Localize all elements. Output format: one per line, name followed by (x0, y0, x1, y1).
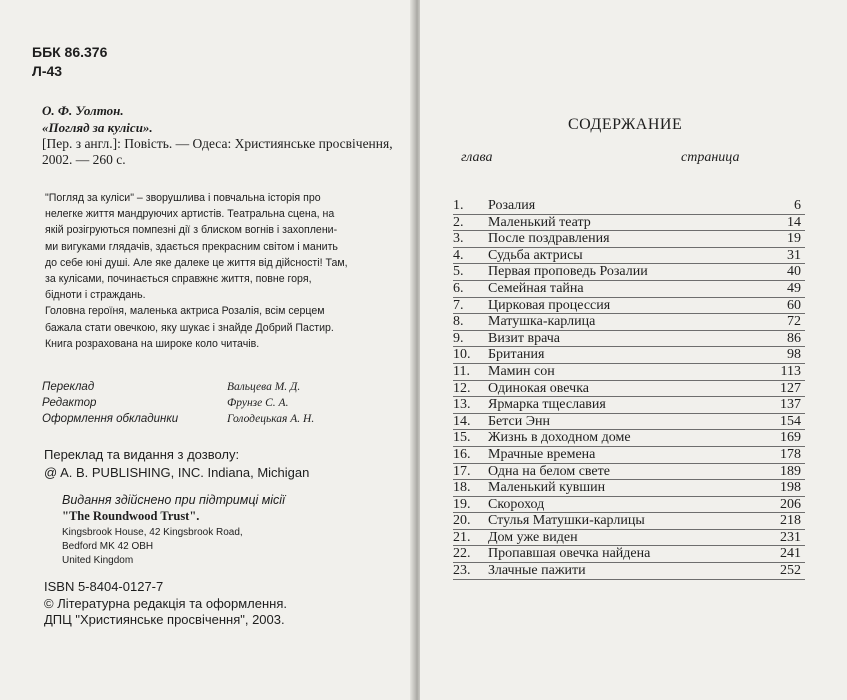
toc-page-number: 154 (780, 413, 801, 429)
toc-chapter-title: Семейная тайна (488, 280, 584, 296)
toc-chapter-number: 8. (453, 314, 464, 330)
toc-page-number: 14 (787, 214, 801, 230)
toc-page-number: 231 (780, 529, 801, 545)
catalog-code: Л-43 (32, 63, 63, 79)
support-line-1: Видання здійснено при підтримці місії (62, 493, 285, 507)
address-line: Kingsbrook House, 42 Kingsbrook Road, (62, 527, 243, 538)
publication-line-1: [Пер. з англ.]: Повість. — Одеса: Християнське просвічення, (42, 136, 393, 151)
toc-chapter-title: Британия (488, 347, 545, 363)
toc-row (453, 397, 805, 414)
toc-chapter-title: Бетси Энн (488, 413, 550, 429)
toc-header-chapter: глава (461, 150, 493, 165)
copyright-line: ДПЦ "Християнське просвічення", 2003. (44, 612, 285, 627)
toc-row (453, 248, 805, 265)
annotation-line: Головна героїня, маленька актриса Розалія, всім серцем (45, 305, 325, 318)
toc-chapter-title: Первая проповедь Розалии (488, 264, 648, 280)
support-line-2: "The Roundwood Trust". (62, 509, 200, 523)
toc-row (453, 381, 805, 398)
toc-row (453, 198, 805, 215)
table-of-contents (453, 198, 805, 580)
toc-chapter-title: Дом уже виден (488, 529, 578, 545)
toc-chapter-number: 7. (453, 297, 464, 313)
toc-row (453, 480, 805, 497)
toc-page-number: 189 (780, 463, 801, 479)
annotation-line: нелегке життя мандруючих артистів. Театральна сцена, на (45, 208, 335, 221)
book-title: «Погляд за куліси». (42, 120, 153, 135)
toc-page-number: 31 (787, 247, 801, 263)
toc-row (453, 364, 805, 381)
toc-chapter-number: 19. (453, 496, 471, 512)
annotation-line: якій розігруються помпезні дії з блиском вогнів і захоплени- (45, 224, 338, 237)
annotation-line: за кулісами, починається справжнє життя, повне горя, (45, 273, 312, 286)
credit-role: Редактор (42, 397, 97, 409)
toc-chapter-title: Скороход (488, 496, 545, 512)
toc-page-number: 218 (780, 513, 801, 529)
bbk-block (32, 43, 107, 81)
toc-row (453, 430, 805, 447)
toc-chapter-number: 18. (453, 480, 471, 496)
credit-role: Оформлення обкладинки (42, 413, 179, 425)
toc-page-number: 113 (780, 363, 801, 379)
toc-page-number: 127 (780, 380, 801, 396)
toc-row (453, 464, 805, 481)
toc-chapter-title: Мрачные времена (488, 446, 596, 462)
toc-chapter-title: Судьба актрисы (488, 247, 583, 263)
toc-row (453, 414, 805, 431)
address-line: Bedford MK 42 OBH (62, 541, 154, 552)
toc-chapter-number: 5. (453, 264, 464, 280)
toc-row (453, 563, 805, 580)
annotation-line: "Погляд за куліси" – зворушлива і повчальна історія про (45, 192, 321, 204)
toc-page-number: 137 (780, 397, 801, 413)
toc-row (453, 314, 805, 331)
toc-chapter-number: 22. (453, 546, 471, 562)
toc-chapter-number: 3. (453, 231, 464, 247)
toc-page-number: 241 (780, 546, 801, 562)
address (62, 526, 243, 568)
permission-line-2: @ A. B. PUBLISHING, INC. Indiana, Michigan (44, 465, 310, 480)
credit-name: Фрунзе С. А. (227, 397, 289, 409)
toc-chapter-number: 23. (453, 563, 471, 579)
toc-chapter-number: 13. (453, 397, 471, 413)
annotation (45, 190, 348, 352)
address-line: United Kingdom (62, 555, 134, 566)
toc-page-number: 206 (780, 496, 801, 512)
toc-page-number: 169 (780, 430, 801, 446)
annotation-line: бажала стати овечкою, яку шукає і знайде Добрий Пастир. (45, 321, 334, 334)
toc-chapter-number: 9. (453, 330, 464, 346)
toc-page-number: 198 (780, 480, 801, 496)
left-page (0, 0, 414, 700)
permission-line-1: Переклад та видання з дозволу: (44, 447, 240, 462)
toc-page-number: 49 (787, 280, 801, 296)
credit-role: Переклад (42, 381, 95, 393)
toc-row (453, 447, 805, 464)
toc-row (453, 347, 805, 364)
annotation-line: Книга розрахована на широке коло читачів. (45, 337, 260, 350)
toc-chapter-title: После поздравления (488, 231, 610, 247)
toc-row (453, 231, 805, 248)
toc-row (453, 298, 805, 315)
annotation-line: до себе юні душі. Але яке далеке це життя від дійсності! Там, (45, 256, 348, 269)
toc-page-number: 72 (787, 314, 801, 330)
annotation-line: ми вигуками глядачів, здається прекрасним світом і манить (45, 240, 338, 253)
toc-chapter-title: Розалия (488, 198, 536, 213)
toc-chapter-number: 6. (453, 280, 464, 296)
toc-chapter-number: 17. (453, 463, 471, 479)
toc-row (453, 215, 805, 232)
toc-page-number: 98 (787, 347, 801, 363)
toc-row (453, 331, 805, 348)
isbn-line: ISBN 5-8404-0127-7 (44, 579, 164, 594)
toc-chapter-title: Стулья Матушки-карлицы (488, 513, 645, 529)
toc-chapter-number: 4. (453, 247, 464, 263)
isbn-block (44, 579, 287, 629)
toc-chapter-title: Маленький театр (488, 214, 591, 230)
toc-row (453, 513, 805, 530)
toc-chapter-number: 14. (453, 413, 471, 429)
toc-chapter-number: 1. (453, 198, 464, 213)
bbk-code: ББК 86.376 (32, 44, 108, 60)
toc-chapter-number: 20. (453, 513, 471, 529)
toc-chapter-title: Маленький кувшин (488, 480, 606, 496)
toc-page-number: 40 (787, 264, 801, 280)
toc-row (453, 546, 805, 563)
toc-chapter-title: Матушка-карлица (488, 314, 596, 330)
toc-page-number: 19 (787, 231, 801, 247)
toc-chapter-number: 11. (453, 363, 470, 379)
toc-title: СОДЕРЖАНИЕ (568, 116, 683, 133)
toc-chapter-title: Жизнь в доходном доме (488, 430, 631, 446)
toc-page-number: 60 (787, 297, 801, 313)
toc-chapter-title: Мамин сон (488, 363, 555, 379)
toc-chapter-number: 15. (453, 430, 471, 446)
toc-chapter-title: Цирковая процессия (488, 297, 611, 313)
credit-name: Вальцева М. Д. (227, 381, 301, 393)
toc-row (453, 281, 805, 298)
toc-chapter-number: 16. (453, 446, 471, 462)
toc-chapter-number: 10. (453, 347, 471, 363)
toc-page-number: 86 (787, 330, 801, 346)
toc-row (453, 497, 805, 514)
toc-row (453, 530, 805, 547)
annotation-line: бідноти і страждань. (45, 289, 146, 302)
toc-chapter-title: Одна на белом свете (488, 463, 610, 479)
publication-line-2: 2002. — 260 с. (42, 152, 126, 167)
toc-page-number: 252 (780, 563, 801, 579)
toc-chapter-title: Ярмарка тщеславия (488, 397, 606, 413)
toc-header-page: страница (681, 150, 740, 165)
toc-chapter-number: 2. (453, 214, 464, 230)
toc-chapter-number: 12. (453, 380, 471, 396)
author: О. Ф. Уолтон. (42, 103, 124, 118)
toc-row (453, 264, 805, 281)
toc-page-number: 178 (780, 446, 801, 462)
credit-name: Голодецькая А. Н. (227, 413, 315, 425)
toc-chapter-title: Визит врача (488, 330, 560, 346)
toc-chapter-title: Пропавшая овечка найдена (488, 546, 651, 562)
toc-page-number: 6 (794, 198, 801, 213)
toc-chapter-number: 21. (453, 529, 471, 545)
toc-chapter-title: Злачные пажити (488, 563, 586, 579)
toc-chapter-title: Одинокая овечка (488, 380, 590, 396)
copyright-line: © Літературна редакція та оформлення. (44, 595, 287, 611)
